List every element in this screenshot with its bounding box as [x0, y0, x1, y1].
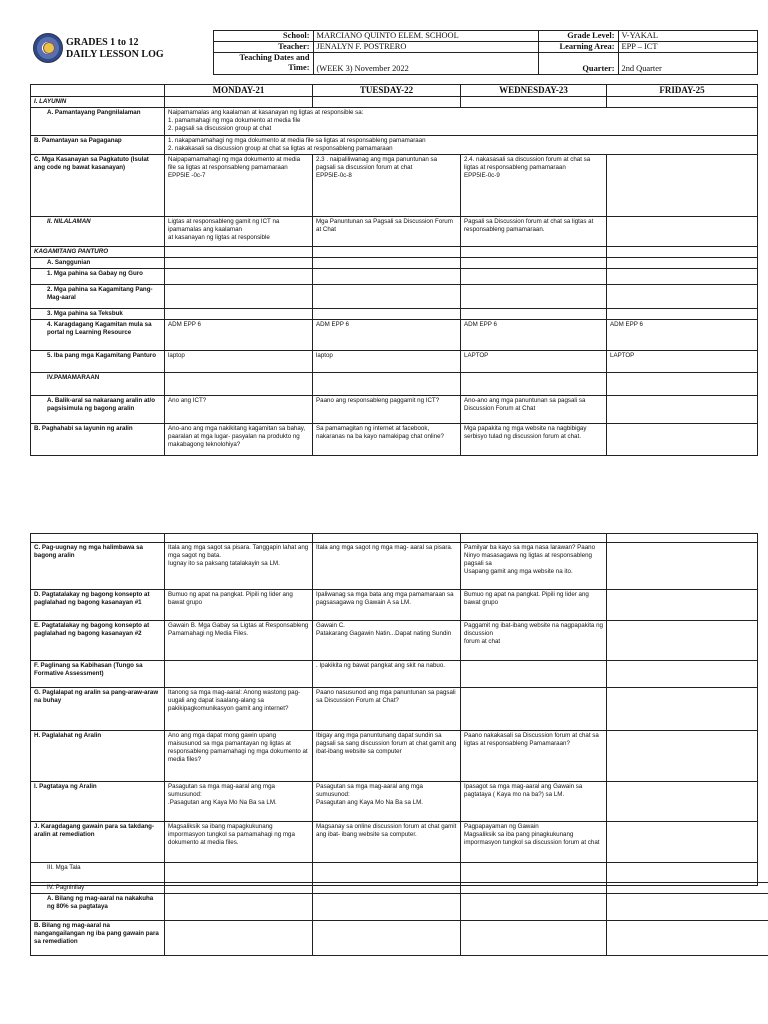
day-cell — [461, 97, 607, 108]
day-cell — [607, 258, 758, 269]
day-cell — [313, 285, 461, 309]
row-label: C. Pag-uugnay ng mga halimbawa sa bagong aralin — [31, 543, 165, 590]
header-logo-block — [30, 31, 213, 75]
row-label: III. Mga Tala — [31, 863, 165, 886]
reflection-row — [31, 894, 768, 921]
day-cell: LAPTOP — [461, 351, 607, 373]
day-cell: ADM EPP 6 — [607, 320, 758, 351]
day-cell — [607, 269, 758, 285]
day-cell — [165, 97, 313, 108]
day-cell: Pagsali sa Discussion forum at chat sa ligtas at responsableng pamamaraan. — [461, 217, 607, 247]
reflection-row — [31, 921, 768, 956]
day-cell: Ano-ano ang mga nakikitang kagamitan sa bahay, paaralan at mga lugar- pasyalan na produkto ng makabagong teknolohiya? — [165, 424, 313, 456]
day-cell — [461, 883, 607, 894]
day-cell — [461, 269, 607, 285]
teacher-label: Teacher: — [213, 42, 313, 53]
day-cell — [165, 883, 313, 894]
lesson-row — [31, 258, 758, 269]
row-label: A. Pamantayang Pangnilalaman — [31, 108, 165, 136]
lesson-row — [31, 217, 758, 247]
row-label: B. Bilang ng mag-aaral na nangangailangan ng iba pang gawain para sa remediation — [31, 921, 165, 956]
day-cell: laptop — [313, 351, 461, 373]
day-cell — [165, 661, 313, 688]
lesson-row — [31, 155, 758, 217]
day-cell — [313, 309, 461, 320]
day-cell — [607, 661, 758, 688]
row-label: 5. Iba pang mga Kagamitang Panturo — [31, 351, 165, 373]
row-label: II. NILALAMAN — [31, 217, 165, 247]
teaching-dates-value: (WEEK 3) November 2022 — [313, 53, 538, 75]
lesson-row — [31, 136, 758, 155]
day-cell — [461, 894, 607, 921]
day-header-wednesday: WEDNESDAY-23 — [461, 85, 607, 97]
school-value: MARCIANO QUINTO ELEM. SCHOOL — [313, 31, 538, 42]
day-cell: 2.3 . naipaliliwanag ang mga panuntunan sa pagsali sa discussion forum at chat EPP5IE-0c-8 — [313, 155, 461, 217]
day-cell — [607, 782, 758, 822]
day-cell — [607, 424, 758, 456]
day-cell: Bumuo ng apat na pangkat. Pipili ng lider ang bawat grupo — [165, 590, 313, 621]
day-cell — [165, 247, 313, 258]
lesson-row — [31, 309, 758, 320]
day-cell: Paggamit ng ibat-ibang website na nagpapakita ng discussion forum at chat — [461, 621, 607, 661]
lesson-table-part2 — [30, 533, 758, 886]
procedure-row — [31, 621, 758, 661]
day-cell: laptop — [165, 351, 313, 373]
teaching-dates-label: Teaching Dates and Time: — [213, 53, 313, 75]
day-cell — [313, 247, 461, 258]
day-cell: Ligtas at responsableng gamit ng ICT na ipamamalas ang kaalaman at kasanayan ng ligtas at responsible — [165, 217, 313, 247]
day-cell — [607, 883, 768, 894]
day-cell — [313, 269, 461, 285]
day-cell: ADM EPP 6 — [313, 320, 461, 351]
row-label: 3. Mga pahina sa Teksbuk — [31, 309, 165, 320]
day-cell — [607, 396, 758, 424]
procedure-row — [31, 731, 758, 782]
day-header-friday: FRIDAY-25 — [607, 85, 758, 97]
day-cell — [607, 247, 758, 258]
day-cell — [313, 894, 461, 921]
day-cell — [607, 590, 758, 621]
procedure-row — [31, 688, 758, 731]
lesson-table-part1-body — [31, 97, 758, 456]
row-label: A. Bilang ng mag-aaral na nakakuha ng 80% sa pagtataya — [31, 894, 165, 921]
day-header-tuesday: TUESDAY-22 — [313, 85, 461, 97]
lesson-row — [31, 396, 758, 424]
day-cell: 2.4. nakasasali sa discussion forum at chat sa ligtas at responsableng pamamaraan EPP5IE-0c-9 — [461, 155, 607, 217]
reflection-row — [31, 883, 768, 894]
merged-content-cell: Naipamamalas ang kaalaman at kasanayan ng ligtas at responsible sa: 1. pamamahagi ng mga dokumento at media file 2. pagsali sa discussion group at chat — [165, 108, 758, 136]
lesson-table-part2-body — [31, 534, 758, 886]
day-cell: Ipaliwanag sa mga bata ang mga pamamaraan sa pagsasagawa ng Gawain A sa LM. — [313, 590, 461, 621]
day-cell: Itala ang mga sagot sa pisara. Tanggapin lahat ang mga sagot ng bata. Iugnay ito sa paksang tatalakayin sa LM. — [165, 543, 313, 590]
day-cell — [313, 373, 461, 396]
lesson-row — [31, 320, 758, 351]
row-label: 2. Mga pahina sa Kagamitang Pang-Mag-aaral — [31, 285, 165, 309]
day-header-monday: MONDAY-21 — [165, 85, 313, 97]
day-cell — [607, 921, 768, 956]
day-cell: ADM EPP 6 — [461, 320, 607, 351]
quarter-label: Quarter: — [538, 53, 618, 75]
procedure-row — [31, 534, 758, 543]
day-cell: Ibigay ang mga panuntunang dapat sundin sa pagsali sa sang discussion forum at chat gamit ang ibat-ibang website sa computer — [313, 731, 461, 782]
day-cell — [313, 883, 461, 894]
day-cell — [165, 921, 313, 956]
day-cell: Magsaliksik sa ibang mapagkukunang impormasyon tungkol sa pamamahagi ng mga dokumento at media files. — [165, 822, 313, 863]
day-cell: LAPTOP — [607, 351, 758, 373]
day-cell — [165, 309, 313, 320]
day-cell — [607, 534, 758, 543]
day-cell — [607, 373, 758, 396]
day-cell: Paano nakakasali sa Discussion forum at chat sa ligtas at responsableng Pamamaraan? — [461, 731, 607, 782]
day-cell — [313, 258, 461, 269]
row-label: A. Balik-aral sa nakaraang aralin at/o pagsisimula ng bagong aralin — [31, 396, 165, 424]
day-cell: Magsanay sa online discussion forum at chat gamit ang ibat- ibang website sa computer. — [313, 822, 461, 863]
row-label: B. Paghahabi sa layunin ng aralin — [31, 424, 165, 456]
day-cell — [607, 97, 758, 108]
row-label: IV. Pagninilay — [31, 883, 165, 894]
procedure-row — [31, 590, 758, 621]
day-cell: Ipasagot sa mga mag-aaral ang Gawain sa pagtataya ( Kaya mo na ba?) sa LM. — [461, 782, 607, 822]
day-cell: Pagpapayaman ng Gawain Magsaliksik sa iba pang pinagkukunang impormasyon tungkol sa discussion forum at chat — [461, 822, 607, 863]
row-label: I. LAYUNIN — [31, 97, 165, 108]
row-label: IV.PAMAMARAAN — [31, 373, 165, 396]
day-cell: Pamilyar ba kayo sa mga nasa larawan? Paano Ninyo masasagawa ng ligtas at responsableng pagsali sa Usapang gamit ang mga website na ito. — [461, 543, 607, 590]
day-cell — [313, 97, 461, 108]
row-label: B. Pamantayan sa Pagaganap — [31, 136, 165, 155]
day-cell: Bumuo ng apat na pangkat. Pipili ng lider ang bawat grupo — [461, 590, 607, 621]
lesson-row — [31, 285, 758, 309]
lesson-row — [31, 269, 758, 285]
row-label: I. Pagtataya ng Aralin — [31, 782, 165, 822]
day-cell: . Ipakikita ng bawat pangkat ang skit na nabuo. — [313, 661, 461, 688]
day-cell — [461, 373, 607, 396]
day-cell — [313, 534, 461, 543]
day-cell — [607, 621, 758, 661]
merged-content-cell: 1. nakapamamahagi ng mga dokumento at media file sa ligtas at responsableng pamamaraan 2. nakakasali sa discussion group at chat sa ligtas at responsableng pamamaraan — [165, 136, 758, 155]
lesson-log-header — [30, 30, 758, 75]
day-cell — [165, 894, 313, 921]
row-label: KAGAMITANG PANTURO — [31, 247, 165, 258]
row-label: A. Sanggunian — [31, 258, 165, 269]
school-label: School: — [213, 31, 313, 42]
day-cell: Gawain C. Patakarang Gagawin Natin...Dapat nating Sundin — [313, 621, 461, 661]
procedure-row — [31, 543, 758, 590]
day-cell — [165, 534, 313, 543]
lesson-row — [31, 351, 758, 373]
row-label — [31, 534, 165, 543]
learning-area-label: Learning Area: — [538, 42, 618, 53]
lesson-row — [31, 97, 758, 108]
row-label: E. Pagtatalakay ng bagong konsepto at paglalahad ng bagong kasanayan #2 — [31, 621, 165, 661]
day-cell: Gawain B. Mga Gabay sa Ligtas at Responsableng Pamamahagi ng Media Files. — [165, 621, 313, 661]
day-cell: Mga papakita ng mga website na nagbibigay serbisyo tulad ng discussion forum at chat. — [461, 424, 607, 456]
day-cell — [607, 309, 758, 320]
lesson-row — [31, 108, 758, 136]
deped-seal-icon — [33, 33, 63, 63]
header-title: GRADES 1 to 12 DAILY LESSON LOG — [66, 36, 164, 60]
day-cell: Pasagutan sa mga mag-aaral ang mga sumusunod: Pasagutan ang Kaya Mo Na Ba sa LM. — [313, 782, 461, 822]
row-label: D. Pagtatalakay ng bagong konsepto at paglalahad ng bagong kasanayan #1 — [31, 590, 165, 621]
day-cell — [607, 894, 768, 921]
day-cell: Ano ang mga dapat mong gawin upang maisusunod sa mga pamantayan ng ligtas at responsableng pamamahagi ng mga dokumento at media files? — [165, 731, 313, 782]
day-cell — [461, 688, 607, 731]
lesson-row — [31, 424, 758, 456]
day-cell — [165, 269, 313, 285]
day-cell — [165, 285, 313, 309]
day-cell — [313, 921, 461, 956]
row-label: C. Mga Kasanayan sa Pagkatuto (Isulat ang code ng bawat kasanayan) — [31, 155, 165, 217]
day-cell — [607, 822, 758, 863]
day-cell — [461, 285, 607, 309]
day-cell: Pasagutan sa mga mag-aaral ang mga sumusunod: .Pasagutan ang Kaya Mo Na Ba sa LM. — [165, 782, 313, 822]
day-cell: Paano nasusunod ang mga panuntunan sa pagsali sa Discussion Forum at Chat? — [313, 688, 461, 731]
day-cell — [165, 373, 313, 396]
day-cell — [607, 543, 758, 590]
day-cell — [461, 534, 607, 543]
row-label: J. Karagdagang gawain para sa takdang-aralin at remediation — [31, 822, 165, 863]
day-cell: Paano ang responsableng paggamit ng ICT? — [313, 396, 461, 424]
day-cell — [461, 309, 607, 320]
row-label: 1. Mga pahina sa Gabay ng Guro — [31, 269, 165, 285]
day-cell — [607, 731, 758, 782]
day-cell — [607, 285, 758, 309]
lesson-table-part1 — [30, 84, 758, 456]
day-cell — [165, 258, 313, 269]
row-label: 4. Karagdagang Kagamitan mula sa portal ng Learning Resource — [31, 320, 165, 351]
day-cell: Sa pamamagitan ng internet at facebook, nakaranas na ba kayo namakipag chat online? — [313, 424, 461, 456]
day-cell — [461, 258, 607, 269]
row-label: H. Paglalahat ng Aralin — [31, 731, 165, 782]
grade-level-value: V-YAKAL — [618, 31, 757, 42]
learning-area-value: EPP – ICT — [618, 42, 757, 53]
procedure-row — [31, 661, 758, 688]
row-label: F. Paglinang sa Kabihasan (Tungo sa Formative Assessment) — [31, 661, 165, 688]
day-cell — [461, 921, 607, 956]
day-cell: Naipapamamahagi ng mga dokumento at media file sa ligtas at responsableng pamamaraan EPP5IE -0c-7 — [165, 155, 313, 217]
quarter-value: 2nd Quarter — [618, 53, 757, 75]
lesson-row — [31, 373, 758, 396]
reflection-table — [30, 882, 768, 956]
day-cell: ADM EPP 6 — [165, 320, 313, 351]
day-cell: Ano ang ICT? — [165, 396, 313, 424]
day-cell: Mga Panuntunan sa Pagsali sa Discussion Forum at Chat — [313, 217, 461, 247]
day-cell: Itanong sa mga mag-aaral: Anong wastong pag-uugali ang dapat isaalang-alang sa pakikipagkomunikasyon gamit ang internet? — [165, 688, 313, 731]
grade-level-label: Grade Level: — [538, 31, 618, 42]
teacher-value: JENALYN F. POSTRERO — [313, 42, 538, 53]
procedure-row — [31, 782, 758, 822]
row-label: G. Paglalapat ng aralin sa pang-araw-araw na buhay — [31, 688, 165, 731]
reflection-table-body — [31, 883, 768, 956]
day-cell — [607, 155, 758, 217]
day-cell — [607, 688, 758, 731]
day-cell — [461, 661, 607, 688]
day-cell — [607, 217, 758, 247]
corner-cell — [31, 85, 165, 97]
day-cell: Itala ang mga sagot ng mga mag- aaral sa pisara. — [313, 543, 461, 590]
day-cell — [461, 247, 607, 258]
day-cell: Ano-ano ang mga panuntunan sa pagsali sa Discussion Forum at Chat — [461, 396, 607, 424]
lesson-row — [31, 247, 758, 258]
procedure-row — [31, 822, 758, 863]
